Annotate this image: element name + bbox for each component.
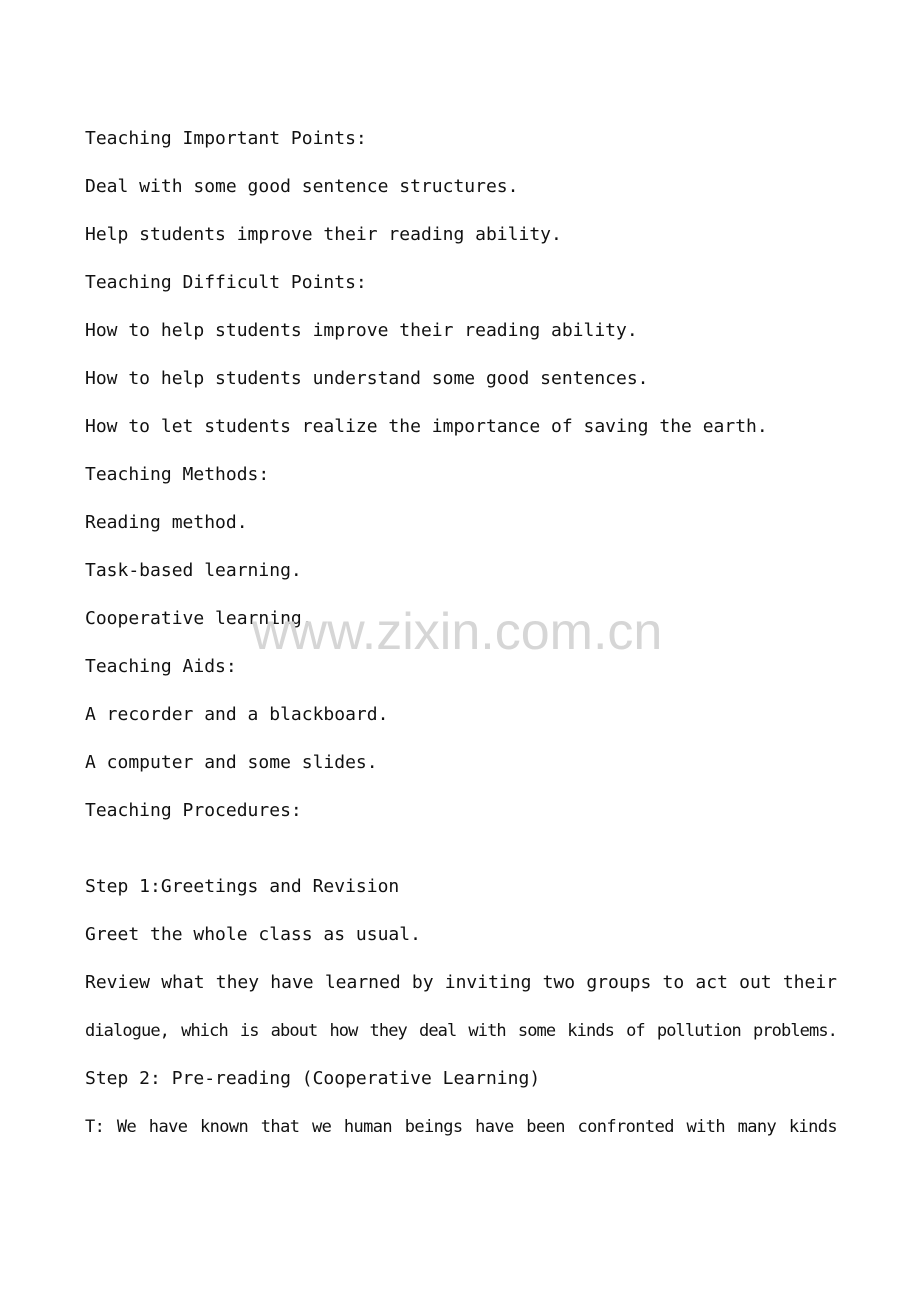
heading-aids: Teaching Aids:	[85, 656, 237, 677]
text-line: A computer and some slides.	[85, 752, 378, 773]
heading-important-points: Teaching Important Points:	[85, 128, 367, 149]
text-line: T: We have known that we human beings have been confronted with many kinds	[85, 1117, 837, 1137]
text-line: Review what they have learned by inviting two groups to act out their	[85, 972, 837, 993]
watermark: www.zixin.com.cn	[252, 603, 663, 661]
text-line: How to help students understand some good sentences.	[85, 368, 649, 389]
text-line: dialogue, which is about how they deal with some kinds of pollution problems.	[85, 1021, 837, 1041]
heading-procedures: Teaching Procedures:	[85, 800, 302, 821]
heading-difficult-points: Teaching Difficult Points:	[85, 272, 367, 293]
text-line: A recorder and a blackboard.	[85, 704, 389, 725]
heading-methods: Teaching Methods:	[85, 464, 270, 485]
text-line: Greet the whole class as usual.	[85, 924, 421, 945]
text-line: Cooperative learning.	[85, 608, 313, 629]
text-line: Reading method.	[85, 512, 248, 533]
text-line: How to help students improve their reading ability.	[85, 320, 638, 341]
text-line: How to let students realize the importance of saving the earth.	[85, 416, 768, 437]
text-line: Task-based learning.	[85, 560, 302, 581]
step-1-heading: Step 1:Greetings and Revision	[85, 876, 400, 897]
step-2-heading: Step 2: Pre-reading (Cooperative Learning)	[85, 1068, 541, 1089]
text-line: Deal with some good sentence structures.	[85, 176, 519, 197]
text-line: Help students improve their reading ability.	[85, 224, 562, 245]
